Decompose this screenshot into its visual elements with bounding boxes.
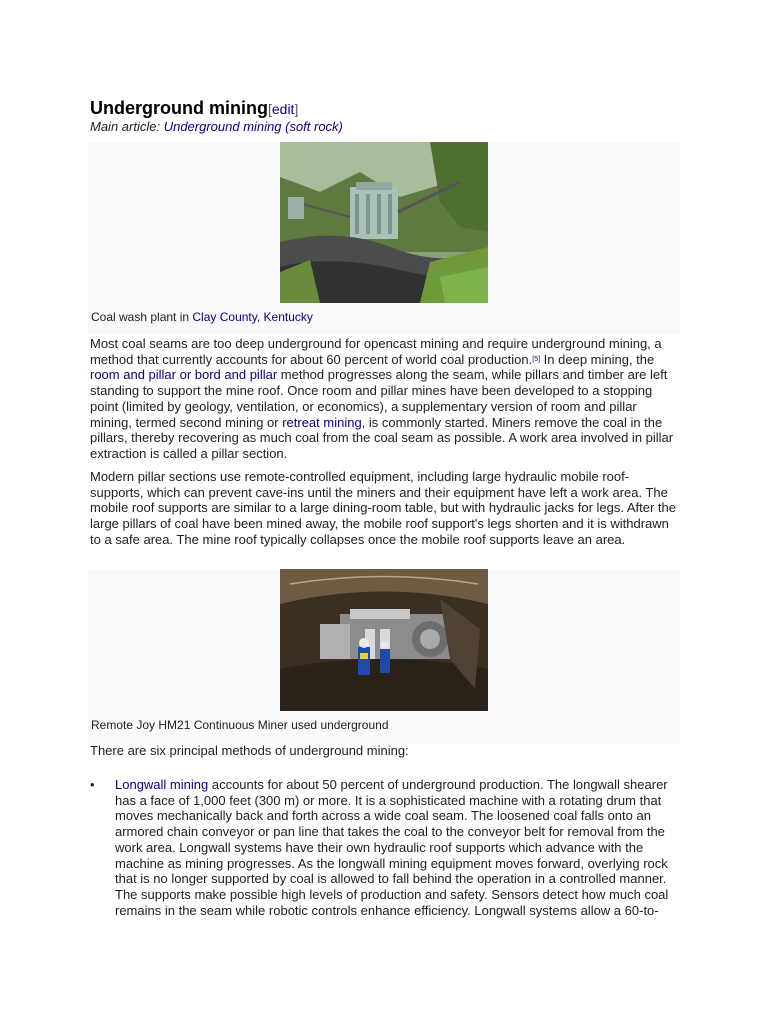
main-article-note: Main article: Underground mining (soft rock): [90, 119, 343, 134]
section-title: Underground mining: [90, 98, 268, 118]
longwall-mining-link[interactable]: Longwall mining: [115, 777, 209, 792]
edit-link[interactable]: edit: [271, 101, 295, 117]
list-item: • Longwall mining accounts for about 50 percent of underground production. The longwall shearer has a face of 1,000 feet (300 m) or more. It is a sophisticated machine with a rotating drum that moves mechanically back and forth across a wide coal seam. The loosened coal falls onto an armored chain conveyor or pan line that takes the coal to the conveyor belt for removal from the work area. Longwall systems have their own hydraulic roof supports which advance with the machine as mining progresses. As the longwall mining equipment moves forward, overlying rock that is no longer supported by coal is allowed to fall behind the operation in a controlled manner. The supports make possible high levels of production and safety. Sensors detect how much coal remains in the seam while robotic controls enhance efficiency. Longwall systems allow a 60-to-: [90, 777, 669, 918]
paragraph: Most coal seams are too deep underground for opencast mining and require underground mining, a method that currently accounts for about 60 percent of world coal production.[5] In deep mining, the room and pillar or bord and pillar method progresses along the seam, while pillars and timber are left standing to support the mine roof. Once room and pillar mines have been developed to a stopping point (limited by geology, ventilation, or economics), a supplementary version of room and pillar mining, termed second mining or retreat mining, is commonly started. Miners remove the coal in the pillars, thereby recovering as much coal from the coal seam as possible. A work area involved in pillar extraction is called a pillar section.: [90, 336, 674, 461]
figure-continuous-miner: [88, 569, 680, 744]
main-article-link[interactable]: Underground mining (soft rock): [163, 119, 343, 134]
figure-caption: Remote Joy HM21 Continuous Miner used underground: [91, 718, 389, 732]
mining-methods-list: [90, 777, 680, 918]
continuous-miner-image[interactable]: [280, 569, 488, 711]
figure-coal-wash-plant: [88, 142, 680, 335]
coal-wash-plant-image[interactable]: [280, 142, 488, 303]
paragraph: There are six principal methods of underground mining:: [90, 743, 409, 758]
section-heading: [90, 96, 298, 121]
clay-county-link[interactable]: Clay County: [192, 310, 257, 324]
figure-caption: Coal wash plant in Clay County, Kentucky: [91, 310, 313, 324]
bullet: •: [90, 777, 95, 792]
edit-section: [edit]: [267, 101, 299, 117]
citation-ref[interactable]: [5]: [532, 355, 541, 363]
room-and-pillar-link[interactable]: room and pillar or bord and pillar: [90, 367, 278, 383]
paragraph: Modern pillar sections use remote-controlled equipment, including large hydraulic mobile roof-supports, which can prevent cave-ins until the miners and their equipment have left a work area. The mobile roof supports are similar to a large dining-room table, but with hydraulic jacks for legs. After the large pillars of coal have been mined away, the mobile roof support's legs shorten and it is withdrawn to a safe area. The mine roof typically collapses once the mobile roof supports leave an area.: [90, 469, 676, 547]
retreat-mining-link[interactable]: retreat mining: [282, 414, 362, 430]
kentucky-link[interactable]: Kentucky: [263, 310, 313, 324]
